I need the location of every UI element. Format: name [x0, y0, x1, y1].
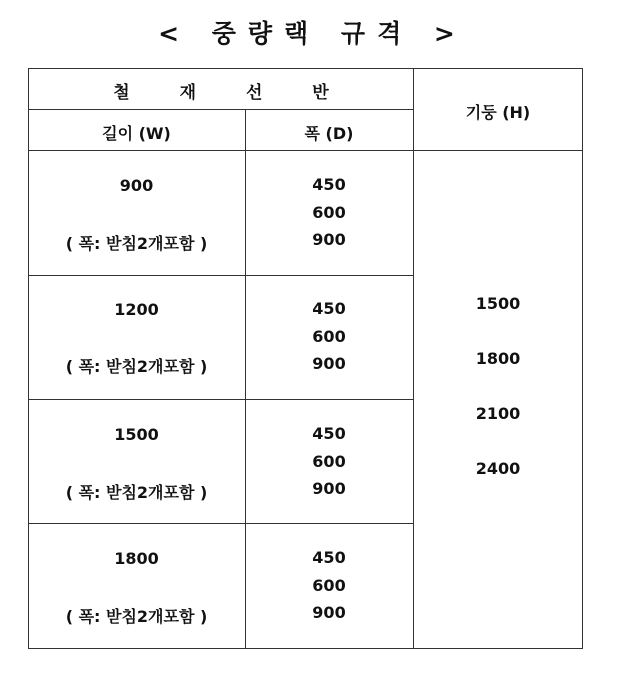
header-shelf: 철 재 선 반	[113, 83, 351, 103]
width-value: 900	[312, 603, 346, 622]
width-value: 900	[312, 479, 346, 498]
length-note: ( 폭: 받침2개포함 )	[65, 483, 208, 502]
length-note: ( 폭: 받침2개포함 )	[65, 607, 208, 626]
pillar-height-value: 1800	[475, 349, 521, 368]
page-title: < 중량랙 규격 >	[158, 19, 467, 48]
header-length: 길이 (W)	[102, 124, 171, 143]
length-note: ( 폭: 받침2개포함 )	[65, 357, 208, 376]
length-value: 1500	[114, 425, 159, 444]
divider-row-1	[28, 275, 414, 276]
divider-row-3	[28, 523, 414, 524]
divider-body	[28, 150, 583, 151]
pillar-height-value: 2100	[475, 404, 521, 423]
divider-row-2	[28, 399, 414, 400]
width-list	[245, 420, 413, 503]
width-list	[245, 295, 413, 378]
pillar-height-value: 1500	[475, 294, 521, 313]
width-list	[245, 544, 413, 627]
width-value: 900	[312, 354, 346, 373]
width-value: 450	[312, 299, 346, 318]
length-note: ( 폭: 받침2개포함 )	[65, 234, 208, 253]
width-value: 600	[312, 451, 346, 471]
pillar-height-list	[413, 294, 583, 514]
divider-header	[28, 109, 414, 110]
width-list	[245, 171, 413, 254]
length-value: 1800	[114, 549, 159, 568]
header-pillar: 기둥 (H)	[465, 103, 531, 122]
width-value: 600	[312, 326, 346, 346]
width-value: 600	[312, 575, 346, 595]
pillar-height-value: 2400	[475, 459, 521, 478]
width-value: 450	[312, 424, 346, 443]
width-value: 600	[312, 202, 346, 222]
width-value: 900	[312, 230, 346, 249]
width-value: 450	[312, 175, 346, 194]
width-value: 450	[312, 548, 346, 567]
length-value: 900	[119, 176, 154, 195]
header-width: 폭 (D)	[304, 124, 354, 143]
length-value: 1200	[114, 300, 159, 319]
